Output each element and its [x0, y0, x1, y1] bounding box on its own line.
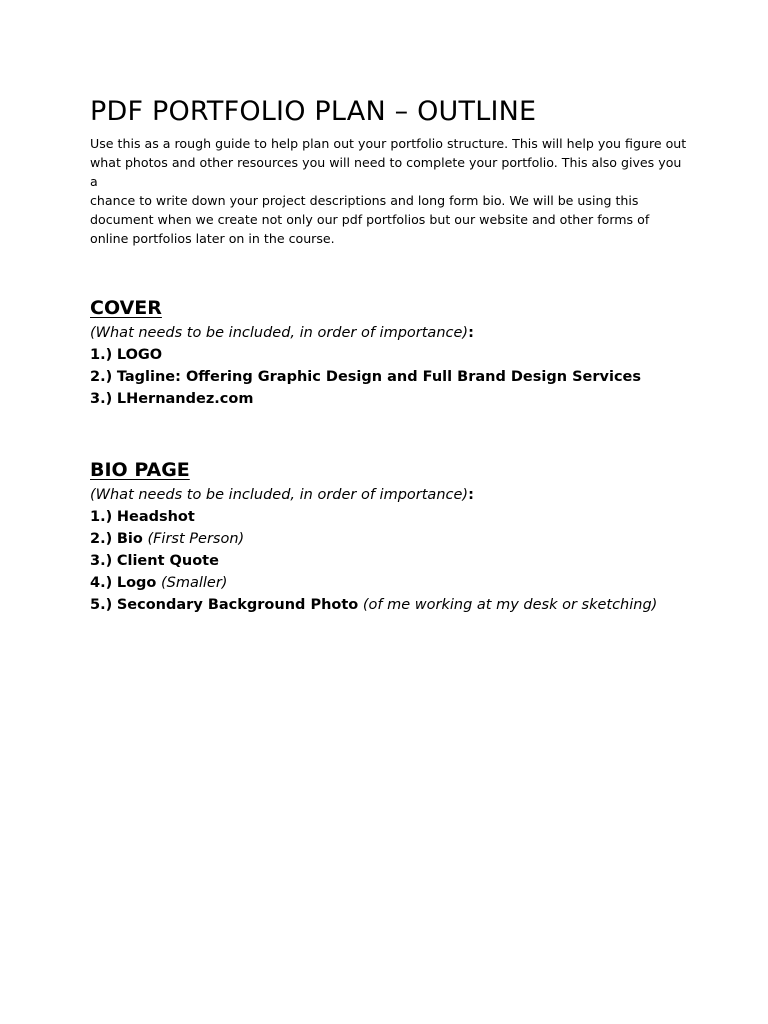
list-item	[90, 366, 678, 388]
item-number: 3.)	[90, 391, 113, 407]
item-detail: (Smaller)	[161, 575, 228, 591]
intro-line: chance to write down your project descriptions and long form bio. We will be using this	[90, 193, 639, 208]
section-item-list	[90, 506, 678, 616]
intro-paragraph	[90, 134, 690, 248]
item-label: Logo	[116, 575, 157, 591]
item-number: 5.)	[90, 597, 113, 613]
intro-line: document when we create not only our pdf portfolios but our website and other forms of	[90, 212, 650, 227]
item-detail: (First Person)	[147, 531, 245, 547]
item-number: 2.)	[90, 531, 113, 547]
section-cover	[90, 296, 678, 410]
section-note-text: (What needs to be included, in order of importance)	[90, 487, 469, 503]
item-label: Tagline: Offering Graphic Design and Full Brand Design Services	[116, 369, 642, 385]
item-detail: (of me working at my desk or sketching)	[362, 597, 658, 613]
list-item	[90, 528, 678, 550]
list-item	[90, 550, 678, 572]
item-label: Secondary Background Photo	[116, 597, 359, 613]
list-item	[90, 388, 678, 410]
list-item	[90, 572, 678, 594]
list-item	[90, 506, 678, 528]
item-label: LHernandez.com	[116, 391, 254, 407]
item-label: LOGO	[116, 347, 163, 363]
intro-line: what photos and other resources you will need to complete your portfolio. This also gives you a	[90, 155, 682, 189]
section-item-list	[90, 344, 678, 410]
section-note	[90, 484, 678, 506]
document-title: PDF PORTFOLIO PLAN – OUTLINE	[90, 96, 537, 127]
section-heading: BIO PAGE	[90, 459, 190, 481]
section-note-colon: :	[468, 325, 474, 341]
section-note-colon: :	[468, 487, 474, 503]
item-number: 2.)	[90, 369, 113, 385]
section-bio-page	[90, 458, 678, 616]
item-label: Bio	[116, 531, 143, 547]
item-label: Client Quote	[116, 553, 219, 569]
section-note-text: (What needs to be included, in order of importance)	[90, 325, 469, 341]
intro-line: Use this as a rough guide to help plan out your portfolio structure. This will help you figure out	[90, 136, 687, 151]
list-item	[90, 344, 678, 366]
item-number: 1.)	[90, 509, 113, 525]
item-number: 1.)	[90, 347, 113, 363]
section-note	[90, 322, 678, 344]
intro-line: online portfolios later on in the course.	[90, 231, 335, 246]
list-item	[90, 594, 678, 616]
item-label: Headshot	[116, 509, 195, 525]
item-number: 4.)	[90, 575, 113, 591]
section-heading: COVER	[90, 297, 162, 319]
item-number: 3.)	[90, 553, 113, 569]
